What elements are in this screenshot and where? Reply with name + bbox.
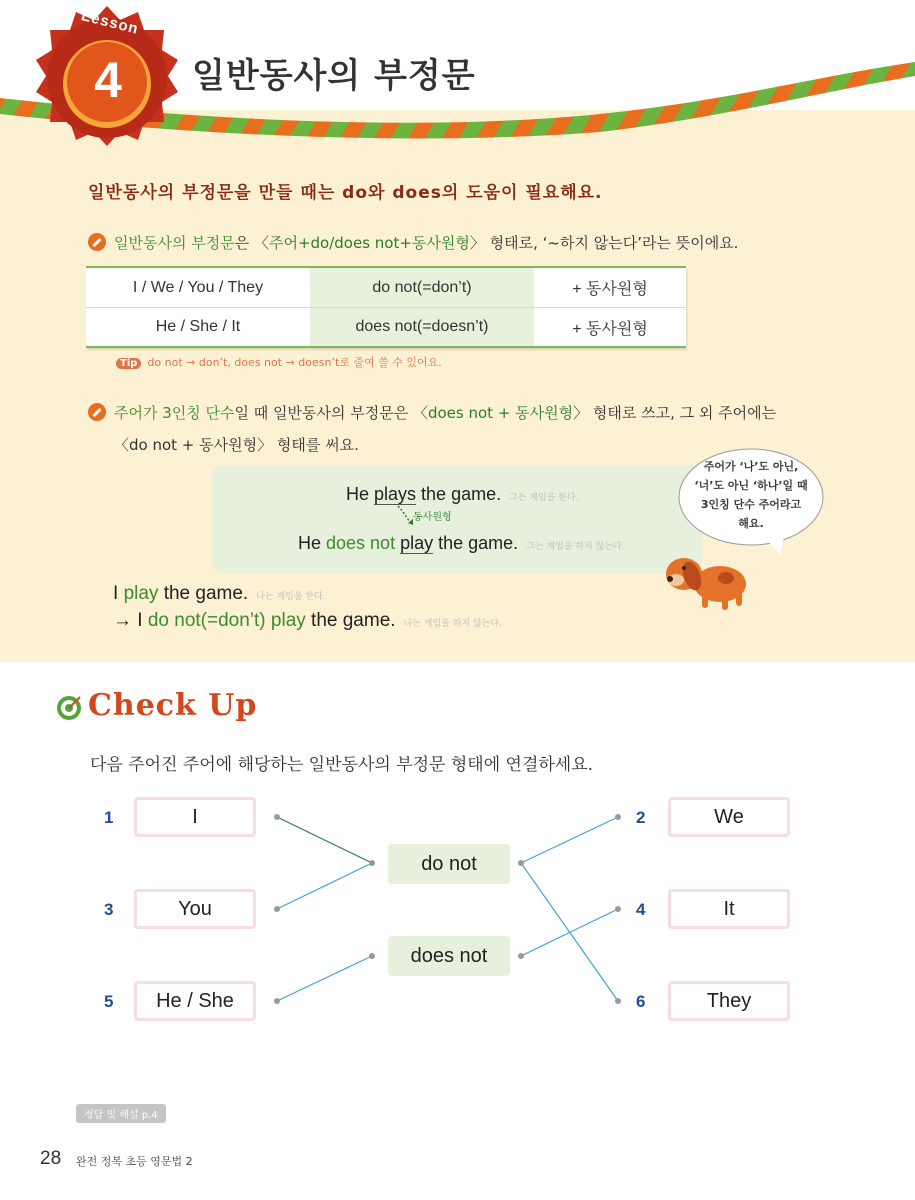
puppy-illustration <box>662 548 752 614</box>
rule-2-end: 〉 형태로 쓰고, 그 외 주어에는 <box>573 404 777 422</box>
example-3-pre: I <box>113 583 124 604</box>
example-1-post: the game. <box>416 484 502 504</box>
example-1-verb: plays <box>374 484 417 504</box>
item-number: 2 <box>636 808 646 827</box>
item-number: 3 <box>104 900 114 919</box>
choice-does-not[interactable]: does not <box>388 936 510 976</box>
checkup-question: 다음 주어진 주어에 해당하는 일반동사의 부정문 형태에 연결하세요. <box>90 755 594 775</box>
example-2-negation: does not <box>326 533 396 553</box>
rule-2-line-2: 〈do not + 동사원형〉 형태를 써요. <box>114 436 359 454</box>
subject-box-i[interactable]: I <box>134 797 256 837</box>
bubble-line: 해요. <box>738 517 764 530</box>
target-icon <box>56 695 82 721</box>
bubble-line: ‘너’도 아닌 ‘하나’일 때 <box>694 479 808 492</box>
subject-box-he-she[interactable]: He / She <box>134 981 256 1021</box>
item-number: 5 <box>104 992 114 1011</box>
example-4-pre: I <box>132 610 148 631</box>
example-3-verb: play <box>123 583 159 604</box>
table-cell-negation: do not(=don’t) <box>310 268 534 307</box>
example-2-verb: play <box>400 533 434 553</box>
subject-box-they[interactable]: They <box>668 981 790 1021</box>
rule-1-highlight: 일반동사의 부정문 <box>114 234 235 252</box>
table-cell-verb: + 동사원형 <box>572 281 648 298</box>
checkup-title: Check Up <box>88 688 258 723</box>
book-title: 완전 정복 초등 영문법 2 <box>76 1155 193 1168</box>
item-number: 1 <box>104 808 114 827</box>
rule-1-pattern: 주어+do/does not+동사원형 <box>268 234 470 252</box>
rule-2 <box>88 402 776 423</box>
pencil-icon <box>88 233 106 251</box>
lesson-word: Lesson <box>79 7 141 38</box>
choice-do-not[interactable]: do not <box>388 844 510 884</box>
example-4-post: the game. <box>305 610 396 631</box>
rule-2-highlight: 주어가 3인칭 단수 <box>114 404 235 422</box>
rule-1 <box>88 232 738 253</box>
page-number: 28 <box>40 1148 62 1169</box>
table-row <box>86 307 686 346</box>
arrow-right-icon: → <box>113 610 132 631</box>
example-box <box>212 465 702 573</box>
example-2-translation: 그는 게임을 하지 않는다. <box>526 542 625 552</box>
base-form-label: 동사원형 <box>413 512 452 523</box>
speech-bubble-text <box>686 457 816 533</box>
subject-box-we[interactable]: We <box>668 797 790 837</box>
pencil-icon <box>88 403 106 421</box>
example-4-translation: 나는 게임을 하지 않는다. <box>403 619 502 629</box>
tip-badge: Tip <box>116 358 141 369</box>
example-1 <box>346 484 579 505</box>
item-number: 4 <box>636 900 646 919</box>
example-3 <box>113 583 326 605</box>
answer-reference-tag: 정답 및 해설 p.4 <box>76 1104 166 1123</box>
negation-table <box>86 266 686 348</box>
bubble-line: 주어가 ‘나’도 아닌, <box>703 460 799 473</box>
lesson-title: 일반동사의 부정문 <box>192 56 476 96</box>
example-1-pre: He <box>346 484 375 504</box>
subject-box-you[interactable]: You <box>134 889 256 929</box>
tip-text: do not → don’t, does not → doesn’t로 줄여 쓸 수 있어요. <box>147 356 442 369</box>
example-3-translation: 나는 게임을 한다. <box>256 592 326 602</box>
example-4-verb: play <box>265 610 306 631</box>
rule-1-mid: 은 〈 <box>234 234 269 252</box>
intro-text: 일반동사의 부정문을 만들 때는 do와 does의 도움이 필요해요. <box>88 183 603 203</box>
item-number: 6 <box>636 992 646 1011</box>
example-4 <box>113 610 502 632</box>
table-cell-verb: + 동사원형 <box>572 320 648 338</box>
example-2 <box>298 533 625 554</box>
tip-note <box>116 354 442 370</box>
rule-2-pattern: does not + 동사원형 <box>427 404 574 422</box>
table-row <box>86 268 686 307</box>
table-cell-subject: He / She / It <box>155 318 241 335</box>
rule-2-mid: 일 때 일반동사의 부정문은 〈 <box>234 404 428 422</box>
example-2-post: the game. <box>433 533 519 553</box>
table-cell-subject: I / We / You / They <box>132 278 264 296</box>
example-4-negation: do not(=don’t) <box>147 610 266 631</box>
bubble-line: 3인칭 단수 주어라고 <box>700 498 802 511</box>
example-3-post: the game. <box>158 583 249 604</box>
example-1-translation: 그는 게임을 한다. <box>509 493 579 503</box>
lesson-number: 4 <box>94 52 122 108</box>
subject-box-it[interactable]: It <box>668 889 790 929</box>
table-cell-negation: does not(=doesn’t) <box>310 308 534 346</box>
rule-1-end: 〉 형태로, ‘~하지 않는다’라는 뜻이에요. <box>469 234 739 252</box>
example-2-pre: He <box>298 533 327 553</box>
